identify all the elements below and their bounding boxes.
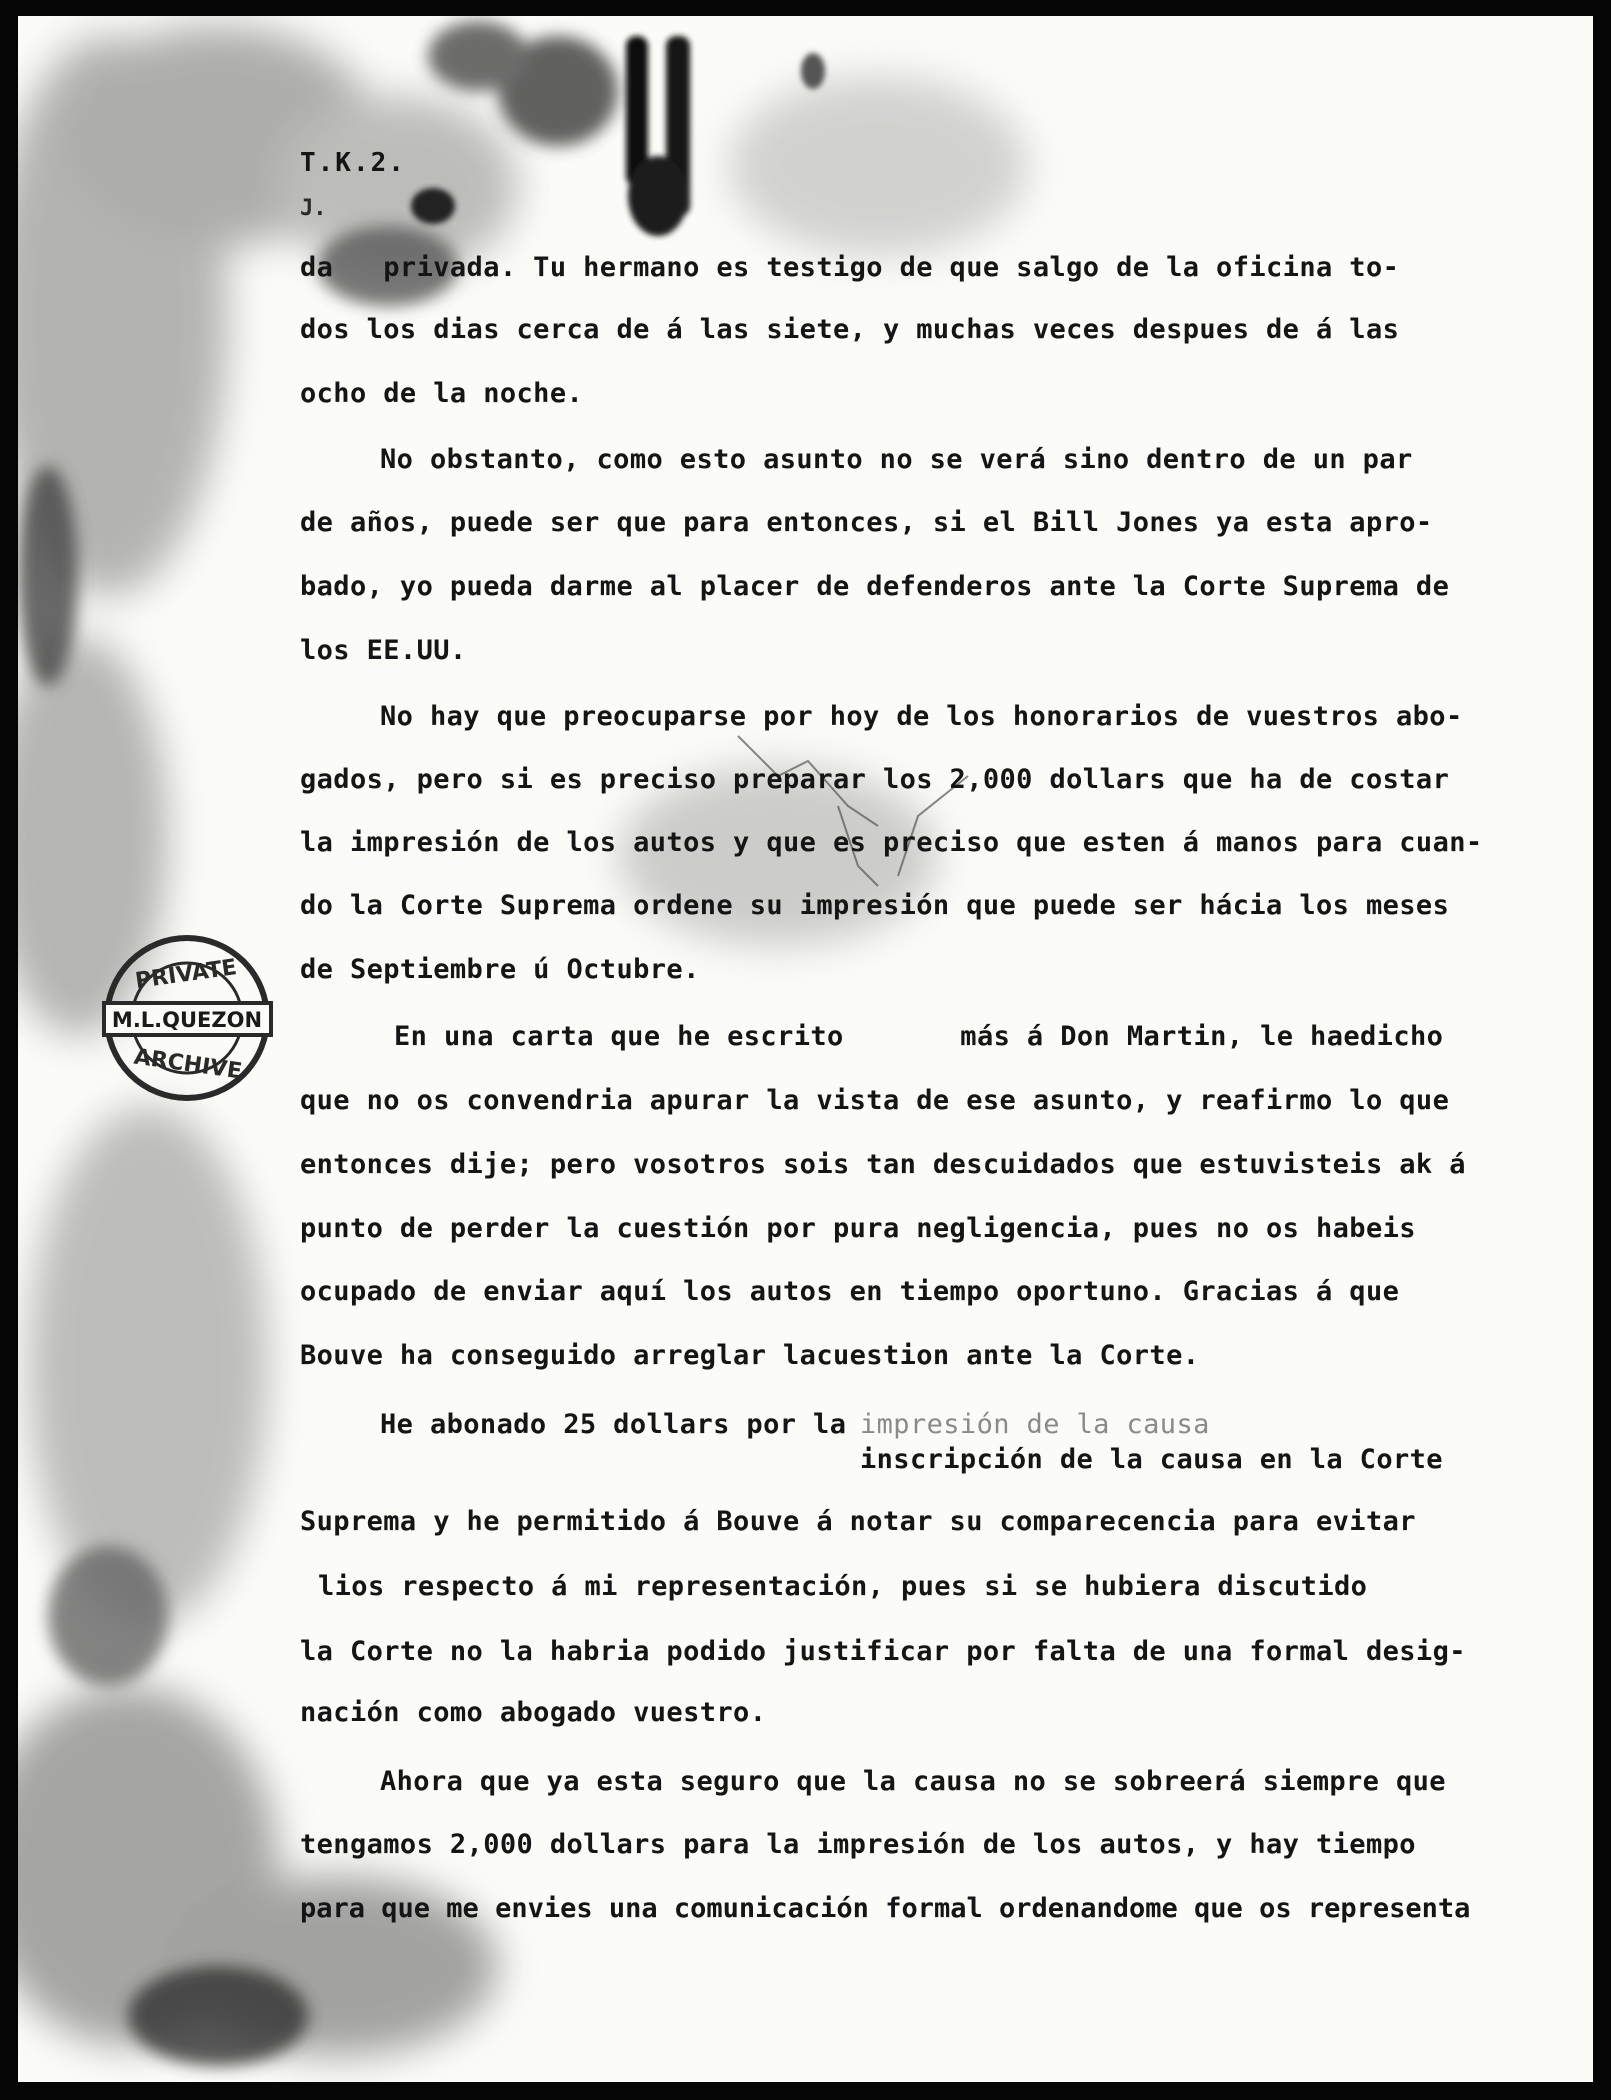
letter-page: [18, 16, 1593, 2082]
stamp-top-text: PRIVATE: [133, 955, 239, 995]
text-line: da privada. Tu hermano es testigo de que salgo de la oficina to-: [300, 252, 1400, 283]
text-line: inscripción de la causa en la Corte: [860, 1444, 1443, 1475]
text-line: gados, pero si es preciso preparar los 2,000 dollars que ha de costar: [300, 764, 1450, 795]
text-line: bado, yo pueda darme al placer de defenderos ante la Corte Suprema de: [300, 571, 1450, 602]
text-line: que no os convendria apurar la vista de ese asunto, y reafirmo lo que: [300, 1085, 1450, 1116]
text-line: tengamos 2,000 dollars para la impresión de los autos, y hay tiempo: [300, 1829, 1416, 1860]
text-line: dos los dias cerca de á las siete, y muchas veces despues de á las: [300, 314, 1400, 345]
stamp-bottom-text: ARCHIVE: [132, 1044, 244, 1085]
stamp-middle-text: M.L.QUEZON: [111, 1008, 263, 1032]
text-line: para que me envies una comunicación formal ordenandome que os representa: [300, 1893, 1471, 1924]
text-line: He abonado 25 dollars por la: [380, 1409, 847, 1440]
text-line: ocho de la noche.: [300, 378, 584, 409]
text-line: Ahora que ya esta seguro que la causa no se sobreerá siempre que: [380, 1766, 1446, 1797]
text-line: de años, puede ser que para entonces, si el Bill Jones ya esta apro-: [300, 507, 1433, 538]
text-line: entonces dije; pero vosotros sois tan descuidados que estuvisteis ak á: [300, 1149, 1466, 1180]
text-line: Bouve ha conseguido arreglar lacuestion ante la Corte.: [300, 1340, 1200, 1371]
text-line: do la Corte Suprema ordene su impresión que puede ser hácia los meses: [300, 890, 1450, 921]
text-line: la impresión de los autos y que es preciso que esten á manos para cuan-: [300, 827, 1483, 858]
text-line: nación como abogado vuestro.: [300, 1697, 767, 1728]
text-line: En una carta que he escrito más á Don Martin, le haedicho: [394, 1021, 1444, 1052]
text-line: Suprema y he permitido á Bouve á notar su comparecencia para evitar: [300, 1506, 1416, 1537]
text-line: No hay que preocuparse por hoy de los honorarios de vuestros abo-: [380, 701, 1463, 732]
page-reference-sub: J.: [300, 196, 327, 221]
struck-text: impresión de la causa: [860, 1409, 1210, 1440]
text-line: ocupado de enviar aquí los autos en tiempo oportuno. Gracias á que: [300, 1276, 1400, 1307]
text-line: punto de perder la cuestión por pura negligencia, pues no os habeis: [300, 1213, 1416, 1244]
text-line: de Septiembre ú Octubre.: [300, 954, 700, 985]
archive-stamp: [100, 931, 275, 1106]
text-line: la Corte no la habria podido justificar por falta de una formal desig-: [300, 1636, 1466, 1667]
text-line: los EE.UU.: [300, 635, 467, 666]
page-reference: T.K.2.: [300, 148, 406, 178]
text-line: lios respecto á mi representación, pues si se hubiera discutido: [318, 1571, 1368, 1602]
text-line: No obstanto, como esto asunto no se verá sino dentro de un par: [380, 444, 1413, 475]
